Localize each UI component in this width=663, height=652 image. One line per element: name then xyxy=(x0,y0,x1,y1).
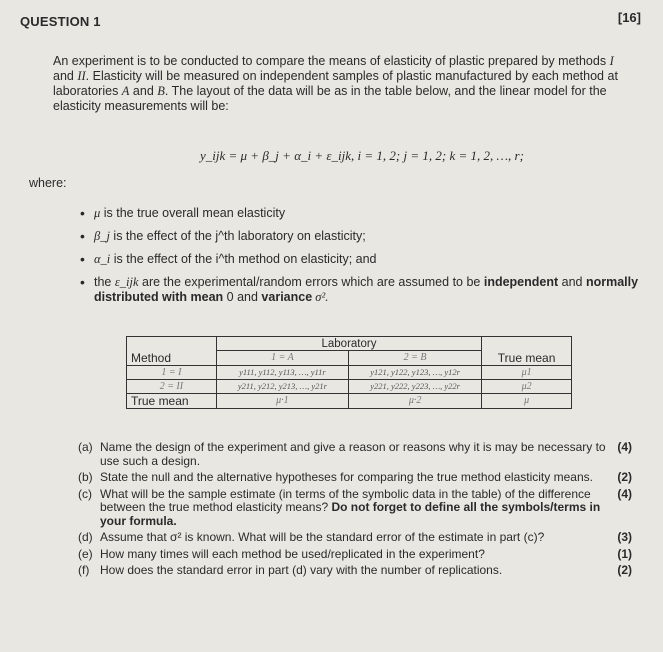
laboratory-header: Laboratory xyxy=(216,337,481,351)
definition-epsilon: • the ε_ijk are the experimental/random errors which are assumed to be independent and normally distributed with mean 0 and variance σ². xyxy=(80,275,640,305)
cell-method2-mean: μ2 xyxy=(482,379,572,393)
lab-1-header: 1 = A xyxy=(216,351,348,366)
data-layout-table xyxy=(126,336,572,409)
cell-method2-lab2: y221, y222, y223, …, y22r xyxy=(349,379,482,393)
cell-method1-mean: μ1 xyxy=(482,365,572,379)
question-a: (a) Name the design of the experiment and give a reason or reasons why it is may be necessary to use such a design. (4) xyxy=(78,440,632,468)
row-method-2: 2 = II xyxy=(127,379,217,393)
question-e: (e) How many times will each method be used/replicated in the experiment? (1) xyxy=(78,546,632,561)
method-header: Method xyxy=(127,351,217,366)
cell-method1-lab1: y111, y112, y113, …, y11r xyxy=(216,365,348,379)
definition-beta: • β_j is the effect of the j^th laboratory on elasticity; xyxy=(80,229,640,244)
cell-grand-mean: μ xyxy=(482,393,572,408)
definition-alpha: • α_i is the effect of the i^th method on elasticity; and xyxy=(80,252,640,267)
definition-mu: • μ is the true overall mean elasticity xyxy=(80,206,640,221)
intro-paragraph: An experiment is to be conducted to compare the means of elasticity of plastic prepared by methods I and II. Elasticity will be measured on independent samples of plastic manufactured by each method at laboratories A and B. The layout of the data will be as in the table below, and the linear model for the elasticity measurements will be: xyxy=(53,54,618,113)
question-marks: [16] xyxy=(617,10,641,25)
question-d: (d) Assume that σ² is known. What will be the standard error of the estimate in part (c)? (3) xyxy=(78,530,632,544)
cell-lab1-mean: μ·1 xyxy=(216,393,348,408)
cell-lab2-mean: μ·2 xyxy=(349,393,482,408)
lab-2-header: 2 = B xyxy=(349,351,482,366)
row-method-1: 1 = I xyxy=(127,365,217,379)
where-label: where: xyxy=(29,176,67,190)
question-c: (c) What will be the sample estimate (in terms of the symbolic data in the table) of the difference between the true method elasticity means? Do not forget to define all the symbols/terms in your formula. (4) xyxy=(78,486,632,528)
true-mean-header: True mean xyxy=(482,351,572,366)
question-title: QUESTION 1 xyxy=(20,14,101,29)
definitions-list xyxy=(80,206,640,313)
true-mean-row-label: True mean xyxy=(127,393,217,408)
cell-method2-lab1: y211, y212, y213, …, y21r xyxy=(216,379,348,393)
sub-questions xyxy=(78,441,632,581)
linear-model-equation: y_ijk = μ + β_j + α_i + ε_ijk, i = 1, 2; j = 1, 2; k = 1, 2, …, r; xyxy=(200,148,524,163)
question-f: (f) How does the standard error in part (d) vary with the number of replications. (2) xyxy=(78,563,632,577)
question-b: (b) State the null and the alternative hypotheses for comparing the true method elasticity means. (2) xyxy=(78,470,632,484)
cell-method1-lab2: y121, y122, y123, …, y12r xyxy=(349,365,482,379)
